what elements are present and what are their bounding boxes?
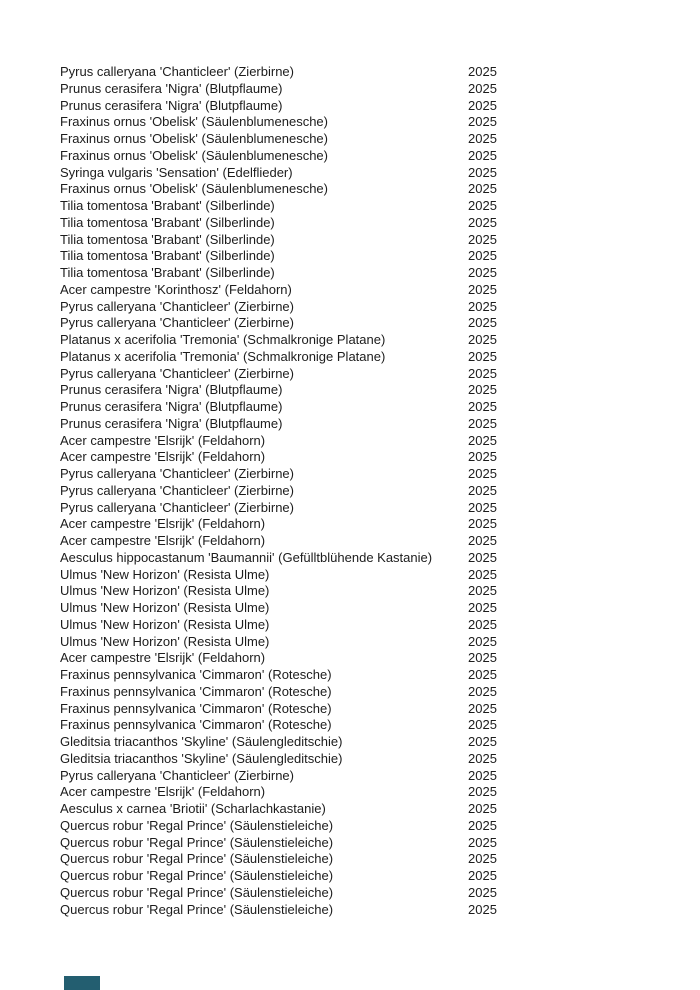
table-row — [60, 801, 700, 818]
year-value: 2025 — [468, 549, 497, 565]
table-row — [60, 433, 700, 450]
year-value: 2025 — [468, 533, 497, 548]
species-name: Fraxinus pennsylvanica 'Cimmaron' (Rotesche) — [60, 700, 332, 716]
year-value: 2025 — [468, 851, 497, 867]
year-value: 2025 — [468, 164, 497, 180]
table-row — [60, 717, 700, 734]
table-row — [60, 600, 700, 617]
year-value: 2025 — [468, 382, 497, 398]
table-row — [60, 500, 700, 517]
species-name: Prunus cerasifera 'Nigra' (Blutpflaume) — [60, 399, 283, 414]
species-name: Tilia tomentosa 'Brabant' (Silberlinde) — [60, 265, 275, 280]
table-row — [60, 382, 700, 399]
species-name: Ulmus 'New Horizon' (Resista Ulme) — [60, 566, 270, 582]
year-value: 2025 — [468, 231, 497, 247]
table-row — [60, 399, 700, 416]
year-value: 2025 — [468, 801, 497, 816]
year-value: 2025 — [468, 834, 497, 850]
table-row — [60, 550, 700, 567]
species-name: Syringa vulgaris 'Sensation' (Edelflieder) — [60, 164, 293, 180]
table-row — [60, 902, 700, 919]
year-value: 2025 — [468, 198, 497, 213]
year-value: 2025 — [468, 415, 497, 431]
species-name: Tilia tomentosa 'Brabant' (Silberlinde) — [60, 248, 275, 264]
table-row — [60, 299, 700, 316]
table-row — [60, 701, 700, 718]
year-value: 2025 — [468, 399, 497, 414]
table-row — [60, 349, 700, 366]
species-name: Acer campestre 'Elsrijk' (Feldahorn) — [60, 784, 266, 800]
species-name: Pyrus calleryana 'Chanticleer' (Zierbirne) — [60, 298, 294, 314]
year-value: 2025 — [468, 700, 497, 716]
table-row — [60, 466, 700, 483]
species-name: Pyrus calleryana 'Chanticleer' (Zierbirne) — [60, 466, 294, 481]
year-value: 2025 — [468, 600, 497, 615]
species-name: Pyrus calleryana 'Chanticleer' (Zierbirne) — [60, 365, 294, 381]
year-value: 2025 — [468, 147, 497, 163]
table-row — [60, 634, 700, 651]
year-value: 2025 — [468, 650, 497, 666]
table-row — [60, 81, 700, 98]
table-row — [60, 98, 700, 115]
year-value: 2025 — [468, 97, 497, 113]
table-row — [60, 232, 700, 249]
year-value: 2025 — [468, 181, 497, 197]
species-name: Pyrus calleryana 'Chanticleer' (Zierbirne) — [60, 767, 294, 783]
year-value: 2025 — [468, 114, 497, 130]
species-name: Prunus cerasifera 'Nigra' (Blutpflaume) — [60, 382, 283, 398]
species-name: Quercus robur 'Regal Prince' (Säulenstieleiche) — [60, 884, 334, 900]
table-row — [60, 835, 700, 852]
species-name: Quercus robur 'Regal Prince' (Säulenstieleiche) — [60, 851, 334, 867]
table-row — [60, 248, 700, 265]
species-name: Ulmus 'New Horizon' (Resista Ulme) — [60, 616, 270, 632]
table-row — [60, 315, 700, 332]
year-value: 2025 — [468, 884, 497, 900]
year-value: 2025 — [468, 750, 497, 766]
year-value: 2025 — [468, 901, 497, 917]
tree-list — [60, 64, 700, 918]
table-row — [60, 851, 700, 868]
table-row — [60, 332, 700, 349]
year-value: 2025 — [468, 583, 497, 599]
table-row — [60, 198, 700, 215]
species-name: Pyrus calleryana 'Chanticleer' (Zierbirne) — [60, 482, 294, 498]
species-name: Acer campestre 'Elsrijk' (Feldahorn) — [60, 650, 266, 666]
species-name: Fraxinus ornus 'Obelisk' (Säulenblumenesche) — [60, 114, 328, 130]
table-row — [60, 768, 700, 785]
species-name: Pyrus calleryana 'Chanticleer' (Zierbirne) — [60, 315, 294, 331]
year-value: 2025 — [468, 449, 497, 465]
species-name: Tilia tomentosa 'Brabant' (Silberlinde) — [60, 198, 275, 213]
year-value: 2025 — [468, 265, 497, 280]
table-row — [60, 64, 700, 81]
species-name: Prunus cerasifera 'Nigra' (Blutpflaume) — [60, 80, 283, 96]
year-value: 2025 — [468, 566, 497, 582]
footer-accent-bar — [64, 976, 100, 990]
species-name: Gleditsia triacanthos 'Skyline' (Säulengleditschie) — [60, 734, 343, 749]
year-value: 2025 — [468, 348, 497, 364]
table-row — [60, 265, 700, 282]
species-name: Prunus cerasifera 'Nigra' (Blutpflaume) — [60, 97, 283, 113]
species-name: Quercus robur 'Regal Prince' (Säulenstieleiche) — [60, 868, 334, 883]
year-value: 2025 — [468, 868, 497, 883]
species-name: Quercus robur 'Regal Prince' (Säulenstieleiche) — [60, 901, 334, 917]
year-value: 2025 — [468, 315, 497, 331]
table-row — [60, 684, 700, 701]
table-row — [60, 818, 700, 835]
year-value: 2025 — [468, 482, 497, 498]
table-row — [60, 533, 700, 550]
year-value: 2025 — [468, 767, 497, 783]
species-name: Fraxinus pennsylvanica 'Cimmaron' (Rotesche) — [60, 683, 332, 699]
year-value: 2025 — [468, 717, 497, 733]
year-value: 2025 — [468, 734, 497, 749]
table-row — [60, 617, 700, 634]
species-name: Platanus x acerifolia 'Tremonia' (Schmalkronige Platane) — [60, 348, 386, 364]
species-name: Fraxinus pennsylvanica 'Cimmaron' (Rotesche) — [60, 667, 332, 682]
species-name: Acer campestre 'Elsrijk' (Feldahorn) — [60, 432, 266, 448]
species-name: Acer campestre 'Elsrijk' (Feldahorn) — [60, 533, 266, 548]
species-name: Pyrus calleryana 'Chanticleer' (Zierbirne) — [60, 64, 294, 79]
table-row — [60, 449, 700, 466]
species-name: Acer campestre 'Korinthosz' (Feldahorn) — [60, 281, 292, 297]
table-row — [60, 751, 700, 768]
species-name: Prunus cerasifera 'Nigra' (Blutpflaume) — [60, 415, 283, 431]
species-name: Quercus robur 'Regal Prince' (Säulenstieleiche) — [60, 817, 334, 833]
table-row — [60, 131, 700, 148]
year-value: 2025 — [468, 616, 497, 632]
year-value: 2025 — [468, 499, 497, 515]
table-row — [60, 483, 700, 500]
table-row — [60, 784, 700, 801]
table-row — [60, 885, 700, 902]
table-row — [60, 667, 700, 684]
table-row — [60, 181, 700, 198]
species-name: Aesculus hippocastanum 'Baumannii' (Gefülltblühende Kastanie) — [60, 549, 433, 565]
table-row — [60, 282, 700, 299]
year-value: 2025 — [468, 432, 497, 448]
species-name: Aesculus x carnea 'Briotii' (Scharlachkastanie) — [60, 801, 326, 816]
year-value: 2025 — [468, 281, 497, 297]
table-row — [60, 165, 700, 182]
year-value: 2025 — [468, 298, 497, 314]
table-row — [60, 734, 700, 751]
species-name: Fraxinus ornus 'Obelisk' (Säulenblumenesche) — [60, 181, 328, 197]
table-row — [60, 567, 700, 584]
year-value: 2025 — [468, 214, 497, 230]
table-row — [60, 366, 700, 383]
species-name: Gleditsia triacanthos 'Skyline' (Säulengleditschie) — [60, 750, 343, 766]
year-value: 2025 — [468, 516, 497, 532]
year-value: 2025 — [468, 64, 497, 79]
year-value: 2025 — [468, 365, 497, 381]
table-row — [60, 583, 700, 600]
species-name: Tilia tomentosa 'Brabant' (Silberlinde) — [60, 214, 275, 230]
year-value: 2025 — [468, 817, 497, 833]
table-row — [60, 114, 700, 131]
species-name: Acer campestre 'Elsrijk' (Feldahorn) — [60, 449, 266, 465]
species-name: Ulmus 'New Horizon' (Resista Ulme) — [60, 633, 270, 649]
table-row — [60, 650, 700, 667]
year-value: 2025 — [468, 784, 497, 800]
species-name: Fraxinus ornus 'Obelisk' (Säulenblumenesche) — [60, 147, 328, 163]
species-name: Acer campestre 'Elsrijk' (Feldahorn) — [60, 516, 266, 532]
table-row — [60, 416, 700, 433]
table-row — [60, 868, 700, 885]
year-value: 2025 — [468, 248, 497, 264]
species-name: Platanus x acerifolia 'Tremonia' (Schmalkronige Platane) — [60, 332, 386, 347]
species-name: Quercus robur 'Regal Prince' (Säulenstieleiche) — [60, 834, 334, 850]
table-row — [60, 148, 700, 165]
species-name: Tilia tomentosa 'Brabant' (Silberlinde) — [60, 231, 275, 247]
year-value: 2025 — [468, 80, 497, 96]
year-value: 2025 — [468, 667, 497, 682]
year-value: 2025 — [468, 683, 497, 699]
species-name: Ulmus 'New Horizon' (Resista Ulme) — [60, 600, 270, 615]
year-value: 2025 — [468, 332, 497, 347]
year-value: 2025 — [468, 633, 497, 649]
species-name: Ulmus 'New Horizon' (Resista Ulme) — [60, 583, 270, 599]
table-row — [60, 516, 700, 533]
year-value: 2025 — [468, 131, 497, 146]
year-value: 2025 — [468, 466, 497, 481]
species-name: Fraxinus ornus 'Obelisk' (Säulenblumenesche) — [60, 131, 328, 146]
species-name: Fraxinus pennsylvanica 'Cimmaron' (Rotesche) — [60, 717, 332, 733]
species-name: Pyrus calleryana 'Chanticleer' (Zierbirne) — [60, 499, 294, 515]
table-row — [60, 215, 700, 232]
